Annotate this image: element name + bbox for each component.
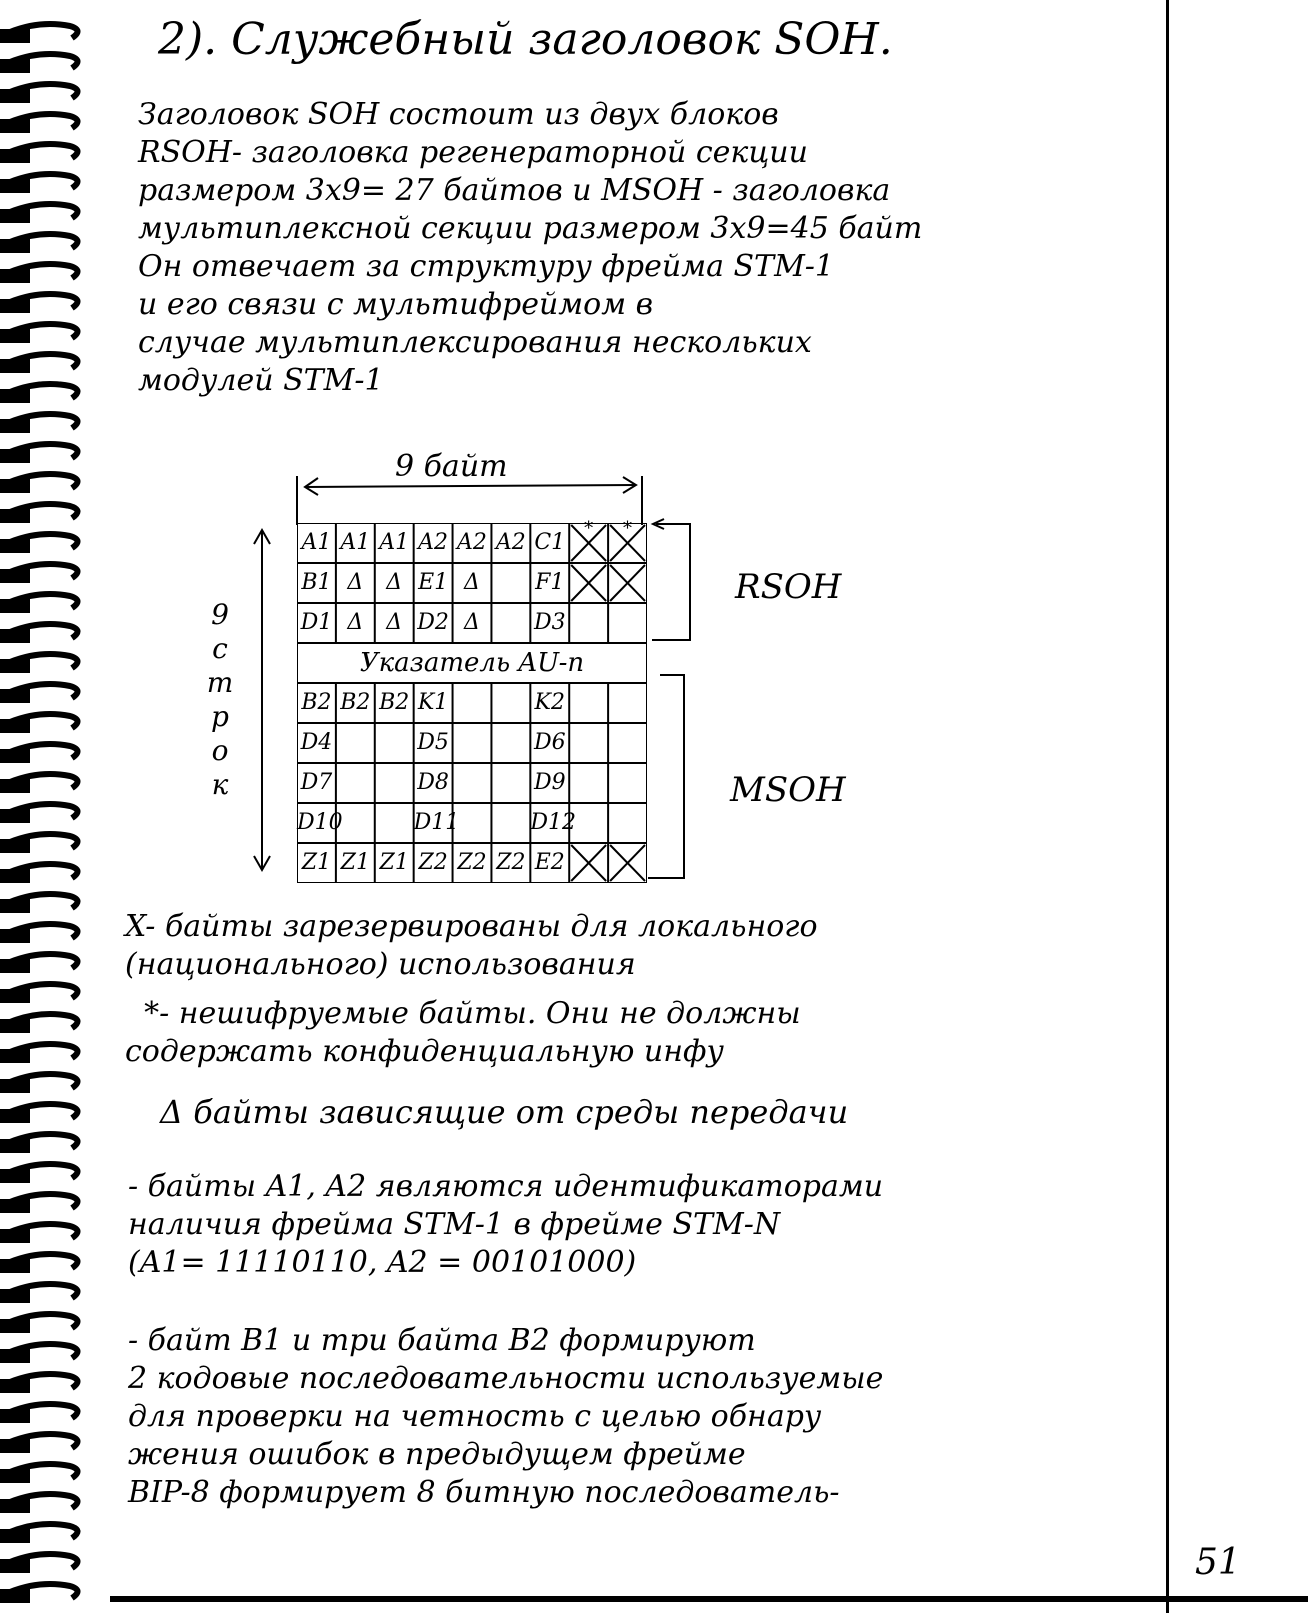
intro-line: Заголовок SOH состоит из двух блоков	[138, 97, 779, 132]
soh-frame-grid	[297, 518, 647, 883]
frame-byte: D10	[297, 810, 343, 835]
frame-byte: Z1	[379, 850, 409, 875]
frame-byte: Δ	[347, 570, 364, 595]
paragraph-line: (A1= 11110110, A2 = 00101000)	[128, 1245, 637, 1280]
frame-byte: D3	[533, 610, 566, 635]
frame-byte: F1	[535, 570, 565, 595]
frame-byte: Z1	[301, 850, 332, 875]
frame-byte: B2	[340, 690, 371, 715]
frame-byte: K2	[534, 690, 565, 715]
paragraph-line: для проверки на четность с целью обнару	[128, 1399, 822, 1434]
frame-byte: E1	[418, 570, 449, 595]
frame-byte: B1	[301, 570, 332, 595]
frame-byte: D4	[300, 730, 333, 755]
legend-x	[125, 908, 818, 984]
pointer-row: Указатель AU-n	[359, 648, 585, 678]
frame-byte: A1	[340, 530, 371, 555]
page-title: 2). Служебный заголовок SOH.	[158, 14, 893, 65]
scramble-star: *	[584, 518, 594, 539]
intro-line: модулей STM-1	[138, 363, 384, 398]
legend-star	[125, 995, 801, 1071]
page-bottom-edge	[110, 1596, 1308, 1602]
rows-label-char: т	[206, 666, 234, 699]
frame-byte: B2	[379, 690, 410, 715]
bytes-label: 9 байт	[395, 449, 508, 484]
frame-byte: D11	[413, 810, 460, 835]
frame-byte: Z2	[496, 850, 526, 875]
paragraph-line: BIP-8 формирует 8 битную последователь-	[128, 1475, 840, 1510]
frame-byte: D7	[300, 770, 333, 795]
frame-byte: Δ	[386, 610, 403, 635]
rows-label-char: р	[211, 700, 229, 733]
frame-byte: D6	[533, 730, 566, 755]
frame-byte: C1	[534, 530, 566, 555]
frame-byte: B2	[301, 690, 332, 715]
frame-byte: D2	[417, 610, 449, 635]
frame-byte: A2	[457, 530, 487, 555]
rsoh-label: RSOH	[735, 567, 842, 607]
frame-byte: A2	[418, 530, 449, 555]
frame-byte: D1	[300, 610, 333, 635]
frame-byte: Z2	[457, 850, 487, 875]
frame-byte: Z2	[418, 850, 448, 875]
intro-line: RSOH- заголовка регенераторной секции	[138, 135, 808, 170]
legend-line: *- нешифруемые байты. Они не должны	[125, 996, 801, 1031]
rows-label-char: о	[211, 734, 229, 767]
frame-byte: Z1	[340, 850, 370, 875]
paragraph-line: - байты A1, A2 являются идентификаторами	[128, 1169, 884, 1204]
spiral-binding	[0, 0, 120, 1613]
intro-paragraph	[138, 96, 922, 400]
legend-delta: Δ байты зависящие от среды передачи	[160, 1093, 849, 1131]
frame-byte: Δ	[464, 570, 480, 595]
msoh-label: MSOH	[730, 770, 846, 810]
rows-label-char: с	[212, 632, 228, 665]
frame-byte: D8	[417, 770, 449, 795]
frame-byte: D12	[530, 810, 576, 835]
frame-byte: E2	[534, 850, 565, 875]
legend-line: X- байты зарезервированы для локального	[125, 909, 818, 944]
frame-byte: A1	[379, 530, 410, 555]
paragraph-b-bytes	[128, 1322, 883, 1512]
scramble-star: *	[623, 518, 633, 539]
frame-byte: D9	[533, 770, 566, 795]
frame-byte: Δ	[464, 610, 480, 635]
frame-byte: K1	[417, 690, 449, 715]
intro-line: случае мультиплексирования нескольких	[138, 325, 812, 360]
frame-byte: Δ	[347, 610, 364, 635]
intro-line: Он отвечает за структуру фрейма STM-1	[138, 249, 835, 284]
paragraph-line: 2 кодовые последовательности используемые	[128, 1361, 884, 1396]
rows-label-char: к	[211, 768, 229, 801]
legend-line: (национального) использования	[125, 947, 636, 982]
frame-byte: A1	[301, 530, 332, 555]
page-margin-line	[1166, 0, 1169, 1613]
paragraph-line: жения ошибок в предыдущем фрейме	[128, 1437, 746, 1472]
paragraph-line: - байт B1 и три байта B2 формируют	[128, 1323, 756, 1358]
intro-line: размером 3x9= 27 байтов и MSOH - заголовка	[138, 173, 891, 208]
paragraph-a-bytes	[128, 1168, 883, 1282]
legend-line: содержать конфиденциальную инфу	[125, 1034, 724, 1069]
frame-byte: A2	[495, 530, 526, 555]
rows-label-char: 9	[211, 598, 229, 631]
frame-byte: D5	[417, 730, 449, 755]
paragraph-line: наличия фрейма STM-1 в фрейме STM-N	[128, 1207, 781, 1242]
intro-line: мультиплексной секции размером 3x9=45 байт	[138, 211, 923, 246]
page-number: 51	[1195, 1542, 1241, 1583]
intro-line: и его связи с мультифреймом в	[138, 287, 654, 322]
frame-byte: Δ	[386, 570, 403, 595]
rows-label	[200, 598, 240, 802]
